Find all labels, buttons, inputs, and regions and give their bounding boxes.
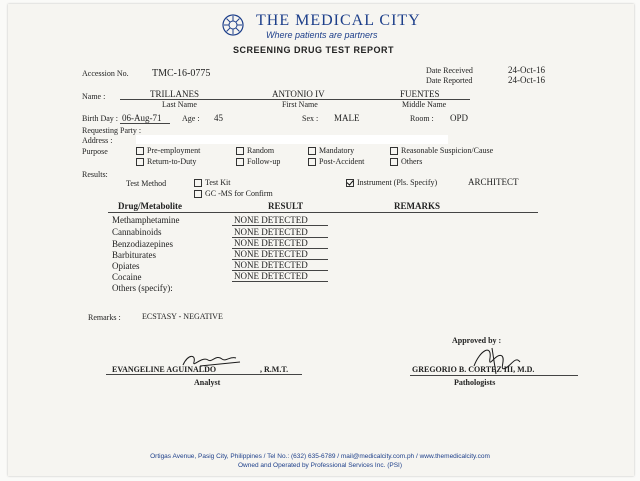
checkbox-icon	[194, 179, 202, 187]
first-name-value: ANTONIO IV	[272, 89, 325, 99]
purpose-follow-up[interactable]	[236, 157, 280, 166]
birthday-underline	[120, 123, 170, 124]
requesting-party-label: Requesting Party :	[82, 126, 142, 135]
brand-name: THE MEDICAL CITY	[256, 12, 421, 29]
checkbox-icon	[390, 147, 398, 155]
table-row-drug: Barbiturates	[112, 250, 156, 260]
purpose-option-label: Reasonable Suspicion/Cause	[401, 146, 494, 155]
analyst-name: EVANGELINE AGUINALDO	[112, 365, 217, 374]
table-row-result: NONE DETECTED	[234, 227, 308, 237]
purpose-option-label: Follow-up	[247, 157, 281, 166]
date-reported-value: 24-Oct-16	[508, 75, 545, 85]
checkbox-icon	[136, 147, 144, 155]
table-header-remarks: REMARKS	[394, 201, 441, 211]
table-row-result: NONE DETECTED	[234, 260, 308, 270]
approved-by-label: Approved by :	[452, 336, 502, 345]
checkbox-icon	[136, 158, 144, 166]
purpose-option-label: Random	[247, 146, 275, 155]
instrument-option[interactable]	[346, 178, 437, 187]
age-label: Age :	[182, 114, 200, 123]
test-method-label: Test Method	[126, 179, 167, 188]
table-row-drug: Cocaine	[112, 272, 142, 282]
test-kit-option[interactable]	[194, 178, 230, 187]
table-row-drug: Benzodiazepines	[112, 239, 173, 249]
medical-city-logo-icon	[222, 14, 244, 36]
pathologist-signature-line	[410, 375, 578, 376]
remarks-value: ECSTASY - NEGATIVE	[142, 312, 223, 321]
purpose-label: Purpose	[82, 147, 108, 156]
age-value: 45	[214, 113, 223, 123]
results-label: Results:	[82, 170, 108, 179]
last-name-value: TRILLANES	[150, 89, 199, 99]
purpose-option-label: Post-Accident	[319, 157, 365, 166]
middle-name-value: FUENTES	[400, 89, 440, 99]
room-value: OPD	[450, 113, 469, 123]
purpose-option-label: Mandatory	[319, 146, 355, 155]
checkbox-icon	[236, 147, 244, 155]
table-header-rule	[108, 212, 538, 213]
purpose-return-to-duty[interactable]	[136, 157, 196, 166]
brand-tagline: Where patients are partners	[266, 30, 378, 40]
instrument-value: ARCHITECT	[468, 177, 519, 187]
accession-value: TMC-16-0775	[152, 68, 211, 79]
date-received-label: Date Received	[426, 66, 473, 75]
address-label: Address :	[82, 136, 113, 145]
footer-address: Ortigas Avenue, Pasig City, Philippines / Tel No.: (632) 635-6789 / mail@medicalcity.com.ph / www.themedicalcity.com	[150, 453, 490, 460]
remarks-label: Remarks :	[88, 313, 121, 322]
purpose-reasonable-suspicion[interactable]	[390, 146, 493, 155]
instrument-label: Instrument (Pls. Specify)	[357, 178, 438, 187]
purpose-pre-employment[interactable]	[136, 146, 200, 155]
table-row-result: NONE DETECTED	[234, 215, 308, 225]
result-underline	[232, 281, 328, 282]
table-header-drug: Drug/Metabolite	[118, 201, 182, 211]
analyst-signature-line	[106, 374, 302, 375]
date-received-value: 24-Oct-16	[508, 65, 545, 75]
sex-value: MALE	[334, 113, 360, 123]
purpose-random[interactable]	[236, 146, 274, 155]
table-row-drug: Methamphetamine	[112, 215, 180, 225]
checkbox-icon	[308, 158, 316, 166]
date-reported-label: Date Reported	[426, 76, 473, 85]
checked-checkbox-icon	[346, 179, 354, 187]
gcms-option[interactable]	[194, 189, 273, 198]
report-title: SCREENING DRUG TEST REPORT	[233, 45, 395, 55]
purpose-option-label: Others	[401, 157, 423, 166]
analyst-suffix: , R.M.T.	[260, 365, 289, 374]
pathologist-name: GREGORIO B. CORTEZ III, M.D.	[412, 365, 535, 374]
checkbox-icon	[390, 158, 398, 166]
purpose-mandatory[interactable]	[308, 146, 354, 155]
checkbox-icon	[236, 158, 244, 166]
birthday-value: 06-Aug-71	[122, 113, 162, 123]
table-header-result: RESULT	[268, 201, 304, 211]
result-underline	[232, 225, 328, 226]
table-row-result: NONE DETECTED	[234, 238, 308, 248]
table-row-drug: Cannabinoids	[112, 227, 162, 237]
room-label: Room :	[410, 114, 434, 123]
purpose-others[interactable]	[390, 157, 422, 166]
gcms-label: GC -MS for Confirm	[205, 189, 273, 198]
purpose-post-accident[interactable]	[308, 157, 364, 166]
table-row-result: NONE DETECTED	[234, 249, 308, 259]
table-row-result: NONE DETECTED	[234, 271, 308, 281]
table-row-drug: Opiates	[112, 261, 140, 271]
middle-name-caption: Middle Name	[402, 100, 447, 109]
purpose-option-label: Pre-employment	[147, 146, 201, 155]
address-redaction	[136, 135, 448, 144]
footer-owner: Owned and Operated by Professional Services Inc. (PSI)	[237, 462, 403, 469]
test-kit-label: Test Kit	[205, 178, 231, 187]
name-label: Name :	[82, 92, 106, 101]
birthday-label: Birth Day :	[82, 114, 118, 123]
checkbox-icon	[194, 190, 202, 198]
first-name-caption: First Name	[282, 100, 318, 109]
pathologist-role: Pathologists	[454, 378, 496, 387]
purpose-option-label: Return-to-Duty	[147, 157, 197, 166]
table-row-drug: Others (specify):	[112, 283, 173, 293]
analyst-role: Analyst	[194, 378, 221, 387]
sex-label: Sex :	[302, 114, 319, 123]
last-name-caption: Last Name	[162, 100, 197, 109]
accession-label: Accession No.	[82, 69, 129, 78]
checkbox-icon	[308, 147, 316, 155]
